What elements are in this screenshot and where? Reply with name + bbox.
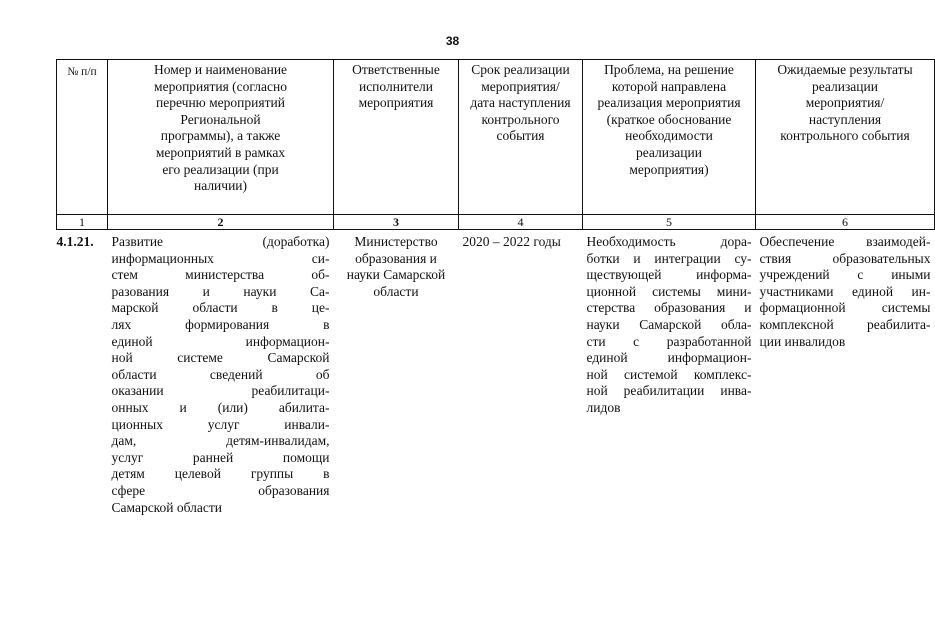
column-number-row [57,215,935,230]
text-line: ной системой комплекс- [586,366,752,382]
text-line: дам, детям-инвалидам, [111,433,330,449]
text-line: сти с разработанной [586,333,752,349]
header-measure-name: Номер и наименование мероприятия (согласно перечню мероприятий Региональной программы), а также мероприятий в рамках его реализации (при наличии) [108,60,334,215]
text-line: ной реабилитации инва- [586,383,752,399]
text-line: детям целевой группы в [111,466,330,482]
text-line: науки Самарской [346,267,446,283]
measures-table [56,59,935,516]
text-line: Развитие (доработка) [111,234,330,249]
expected-results-cell [756,230,935,517]
text-line: Министерство [354,234,438,249]
text-line: области сведений об [111,366,330,382]
column-number: 3 [334,215,459,230]
text-line: сфере образования [111,482,330,498]
text-line: ционной системы мини- [586,283,752,299]
header-responsible: Ответственные исполнители мероприятия [334,60,459,215]
text-line: комплексной реабилита- [759,316,931,332]
table-header-row [57,60,935,215]
text-line: ционных услуг инвали- [111,416,330,432]
text-line: услуг ранней помощи [111,449,330,465]
header-expected-results: Ожидаемые результаты реализации мероприятия/ наступления контрольного события [756,60,935,215]
text-line: стерства образования и [586,300,752,316]
column-number: 1 [57,215,108,230]
text-line: марской области в це- [111,300,330,316]
text-line: науки Самарской обла- [586,316,752,332]
column-number: 2 [108,215,334,230]
header-period: Срок реализации мероприятия/ дата наступления контрольного события [459,60,583,215]
text-line: формационной системы [759,300,931,316]
row-number: 4.1.21. [56,234,94,249]
responsible-cell [334,230,459,517]
column-number: 4 [459,215,583,230]
text-line: единой информацион- [111,333,330,349]
text-line: ществующей информа- [586,267,752,283]
text-line: единой информацион- [586,350,752,366]
text-line: информационных си- [111,250,330,266]
period-cell: 2020 – 2022 годы [462,234,561,249]
text-line: образования и [355,250,437,266]
measure-name-cell [108,230,334,517]
page-number: 38 [445,34,460,48]
column-number: 5 [583,215,756,230]
text-line: участниками единой ин- [759,283,931,299]
problem-cell [583,230,756,517]
header-number: № п/п [57,60,108,215]
text-line: лидов [586,399,621,415]
text-line: оказании реабилитаци- [111,383,330,399]
column-number: 6 [756,215,935,230]
text-line: ной системе Самарской [111,350,330,366]
header-problem: Проблема, на решение которой направлена реализация мероприятия (краткое обоснование необходимости реализации мероприятия) [583,60,756,215]
text-line: ствия образовательных [759,250,931,266]
text-line: области [373,283,419,299]
text-line: Необходимость дора- [586,234,752,249]
text-line: разования и науки Са- [111,283,330,299]
text-line: ботки и интеграции су- [586,250,752,266]
text-line: Обеспечение взаимодей- [759,234,931,249]
text-line: Самарской области [111,499,223,515]
text-line: лях формирования в [111,316,330,332]
text-line: учреждений с иными [759,267,931,283]
table-row [57,230,935,517]
text-line: онных и (или) абилита- [111,399,330,415]
text-line: стем министерства об- [111,267,330,283]
text-line: ции инвалидов [759,333,846,349]
